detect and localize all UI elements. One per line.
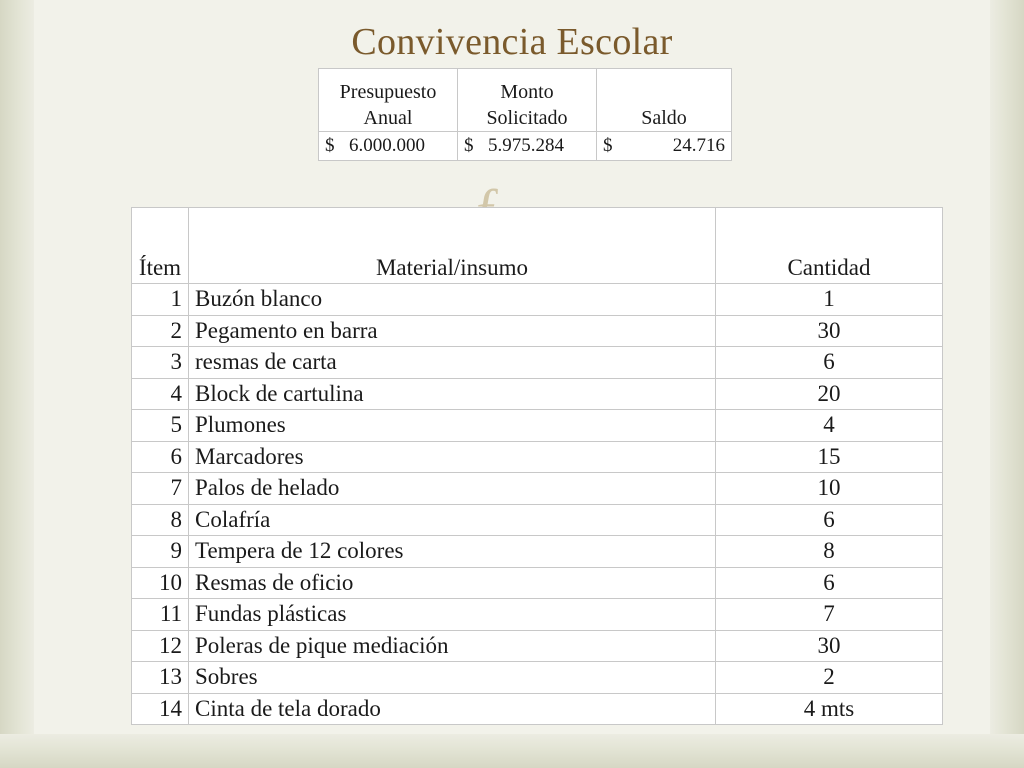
item-material: Marcadores [189, 441, 716, 473]
slide-frame-right [990, 0, 1024, 768]
table-row [132, 599, 943, 631]
materials-table [131, 207, 943, 725]
currency-symbol: $ [603, 135, 613, 156]
budget-value-cell [597, 132, 732, 161]
item-quantity: 1 [716, 284, 943, 316]
item-number: 3 [132, 347, 189, 379]
item-number: 6 [132, 441, 189, 473]
item-material: Plumones [189, 410, 716, 442]
table-row [132, 567, 943, 599]
currency-symbol: $ [464, 135, 474, 156]
budget-annual-value: 6.000.000 [349, 135, 425, 156]
header-item: Ítem [132, 208, 189, 284]
table-row [132, 441, 943, 473]
item-number: 2 [132, 315, 189, 347]
item-number: 1 [132, 284, 189, 316]
slide-frame-left [0, 0, 34, 768]
table-row [132, 284, 943, 316]
table-row [132, 473, 943, 505]
table-row [132, 315, 943, 347]
budget-header-cell: Presupuesto Anual [319, 69, 458, 132]
table-row [132, 536, 943, 568]
table-row [132, 662, 943, 694]
item-material: Buzón blanco [189, 284, 716, 316]
item-quantity: 20 [716, 378, 943, 410]
item-material: Pegamento en barra [189, 315, 716, 347]
table-row [132, 693, 943, 725]
item-number: 10 [132, 567, 189, 599]
header-material: Material/insumo [189, 208, 716, 284]
table-row [132, 410, 943, 442]
budget-header-cell: Monto Solicitado [458, 69, 597, 132]
table-row [132, 347, 943, 379]
item-material: resmas de carta [189, 347, 716, 379]
budget-value-cell [319, 132, 458, 161]
table-row [132, 630, 943, 662]
item-quantity: 4 [716, 410, 943, 442]
table-row [132, 378, 943, 410]
item-quantity: 10 [716, 473, 943, 505]
item-quantity: 15 [716, 441, 943, 473]
item-number: 8 [132, 504, 189, 536]
item-number: 14 [132, 693, 189, 725]
item-quantity: 30 [716, 315, 943, 347]
item-quantity: 6 [716, 504, 943, 536]
item-number: 4 [132, 378, 189, 410]
item-quantity: 6 [716, 567, 943, 599]
item-number: 9 [132, 536, 189, 568]
item-number: 7 [132, 473, 189, 505]
budget-value-row [319, 132, 732, 161]
materials-header-row [132, 208, 943, 284]
item-material: Poleras de pique mediación [189, 630, 716, 662]
budget-value-cell [458, 132, 597, 161]
header-quantity: Cantidad [716, 208, 943, 284]
budget-balance-value: 24.716 [672, 135, 725, 156]
budget-requested-value: 5.975.284 [488, 135, 564, 156]
budget-table [318, 68, 732, 161]
slide-frame-bottom [0, 734, 1024, 768]
item-material: Colafría [189, 504, 716, 536]
slide-title: Convivencia Escolar [351, 21, 673, 63]
item-number: 5 [132, 410, 189, 442]
currency-symbol: $ [325, 135, 335, 156]
item-material: Sobres [189, 662, 716, 694]
item-quantity: 6 [716, 347, 943, 379]
budget-header-row [319, 69, 732, 132]
budget-header-cell: Saldo [597, 69, 732, 132]
item-material: Resmas de oficio [189, 567, 716, 599]
item-material: Cinta de tela dorado [189, 693, 716, 725]
item-material: Palos de helado [189, 473, 716, 505]
item-material: Tempera de 12 colores [189, 536, 716, 568]
materials-table-body [132, 208, 943, 725]
item-quantity: 30 [716, 630, 943, 662]
item-number: 11 [132, 599, 189, 631]
item-number: 13 [132, 662, 189, 694]
table-row [132, 504, 943, 536]
item-quantity: 7 [716, 599, 943, 631]
item-quantity: 4 mts [716, 693, 943, 725]
item-material: Block de cartulina [189, 378, 716, 410]
item-material: Fundas plásticas [189, 599, 716, 631]
item-quantity: 2 [716, 662, 943, 694]
item-number: 12 [132, 630, 189, 662]
item-quantity: 8 [716, 536, 943, 568]
